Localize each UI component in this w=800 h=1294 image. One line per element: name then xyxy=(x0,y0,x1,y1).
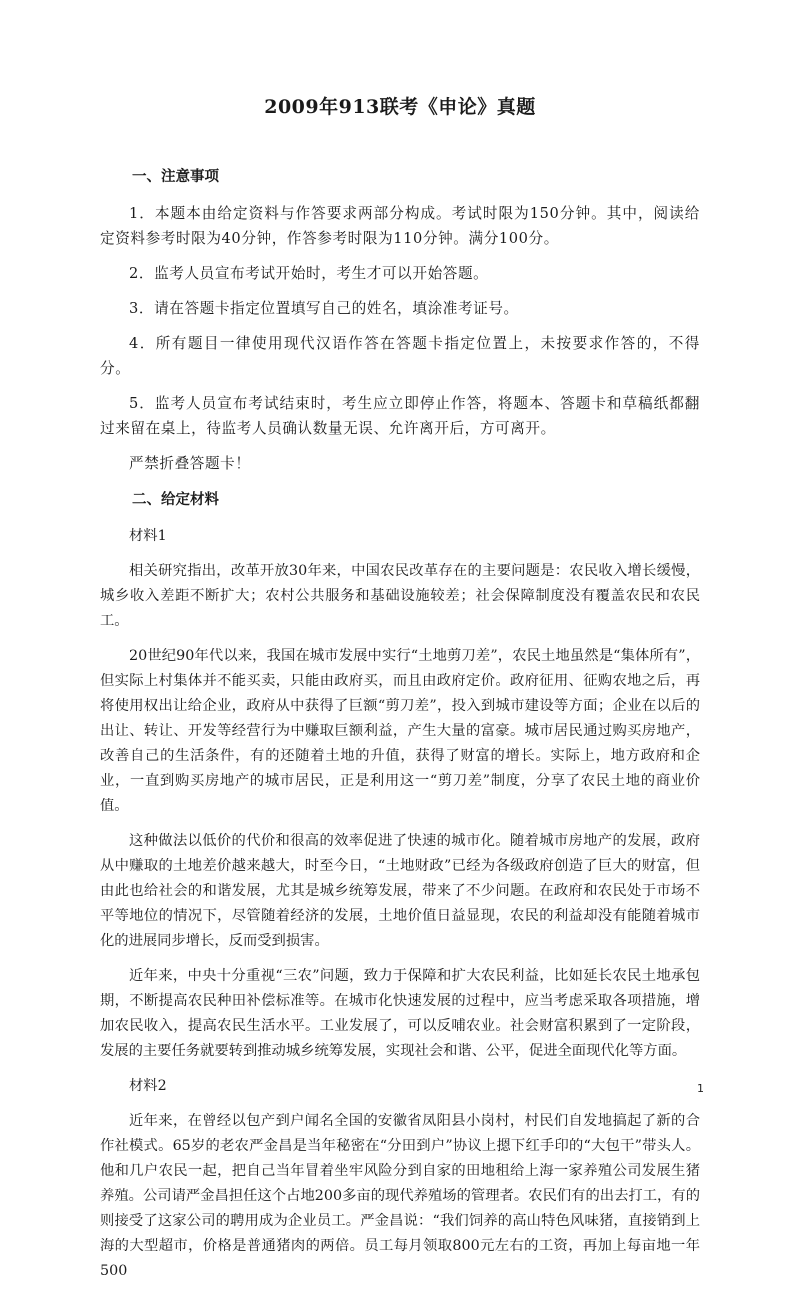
material-1-paragraph: 这种做法以低价的代价和很高的效率促进了快速的城市化。随着城市房地产的发展，政府从中赚取的土地差价越来越大，时至今日，“土地财政”已经为各级政府创造了巨大的财富，但由此也给社会的和谐发展，尤其是城乡统筹发展，带来了不少问题。在政府和农民处于市场不平等地位的情况下，尽管随着经济的发展，土地价值日益显现，农民的利益却没有能随着城市化的进展同步增长，反而受到损害。 xyxy=(100,833,700,949)
material-2-label: 材料2 xyxy=(129,1078,167,1094)
notice-item: 2．监考人员宣布考试开始时，考生才可以开始答题。 xyxy=(129,265,489,282)
page-number: 1 xyxy=(697,1082,704,1095)
material-1-paragraph: 相关研究指出，改革开放30年来，中国农民改革存在的主要问题是：农民收入增长缓慢，城乡收入差距不断扩大；农村公共服务和基础设施较差；社会保障制度没有覆盖农民和农民工。 xyxy=(100,563,700,629)
section-heading-materials: 二、给定材料 xyxy=(132,492,219,508)
material-2-paragraph: 近年来，在曾经以包产到户闻名全国的安徽省凤阳县小岗村，村民们自发地搞起了新的合作社模式。65岁的老农严金昌是当年秘密在“分田到户”协议上摁下红手印的“大包干”带头人。他和几户农民一起，把自己当年冒着坐牢风险分到自家的田地租给上海一家养殖公司发展生猪养殖。公司请严金昌担任这个占地200多亩的现代养殖场的管理者。农民们有的出去打工，有的则接受了这家公司的聘用成为企业员工。严金昌说：“我们饲养的高山特色风味猪，直接销到上海的大型超市，价格是普通猪肉的两倍。员工每月领取800元左右的工资，再加上每亩地一年500 xyxy=(100,1113,700,1279)
notice-item: 4．所有题目一律使用现代汉语作答在答题卡指定位置上，未按要求作答的，不得分。 xyxy=(100,335,700,377)
document-body xyxy=(100,163,700,1294)
section-heading-notice: 一、注意事项 xyxy=(132,169,219,185)
warning-text: 严禁折叠答题卡！ xyxy=(129,455,251,472)
material-1-label: 材料1 xyxy=(129,528,167,544)
material-1-paragraph: 20世纪90年代以来，我国在城市发展中实行“土地剪刀差”，农民土地虽然是“集体所有”，但实际上村集体并不能买卖，只能由政府买，而且由政府定价。政府征用、征购农地之后，再将使用权出让给企业，政府从中获得了巨额“剪刀差”，投入到城市建设等方面；企业在以后的出让、转让、开发等经营行为中赚取巨额利益，产生大量的富豪。城市居民通过购买房地产，改善自己的生活条件，有的还随着土地的升值，获得了财富的增长。实际上，地方政府和企业，一直到购买房地产的城市居民，正是利用这一“剪刀差”制度，分享了农民土地的商业价值。 xyxy=(100,648,700,814)
notice-item: 3．请在答题卡指定位置填写自己的姓名，填涂准考证号。 xyxy=(129,300,519,317)
document-title: 2009年913联考《申论》真题 xyxy=(264,96,536,118)
notice-item: 1．本题本由给定资料与作答要求两部分构成。考试时限为150分钟。其中，阅读给定资料参考时限为40分钟，作答参考时限为110分钟。满分100分。 xyxy=(100,205,700,247)
material-1-paragraph: 近年来，中央十分重视“三农”问题，致力于保障和扩大农民利益，比如延长农民土地承包期，不断提高农民种田补偿标准等。在城市化快速发展的过程中，应当考虑采取各项措施，增加农民收入，提高农民生活水平。工业发展了，可以反哺农业。社会财富积累到了一定阶段，发展的主要任务就要转到推动城乡统筹发展，实现社会和谐、公平，促进全面现代化等方面。 xyxy=(100,968,700,1059)
notice-item: 5．监考人员宣布考试结束时，考生应立即停止作答，将题本、答题卡和草稿纸都翻过来留在桌上，待监考人员确认数量无误、允许离开后，方可离开。 xyxy=(100,395,700,437)
